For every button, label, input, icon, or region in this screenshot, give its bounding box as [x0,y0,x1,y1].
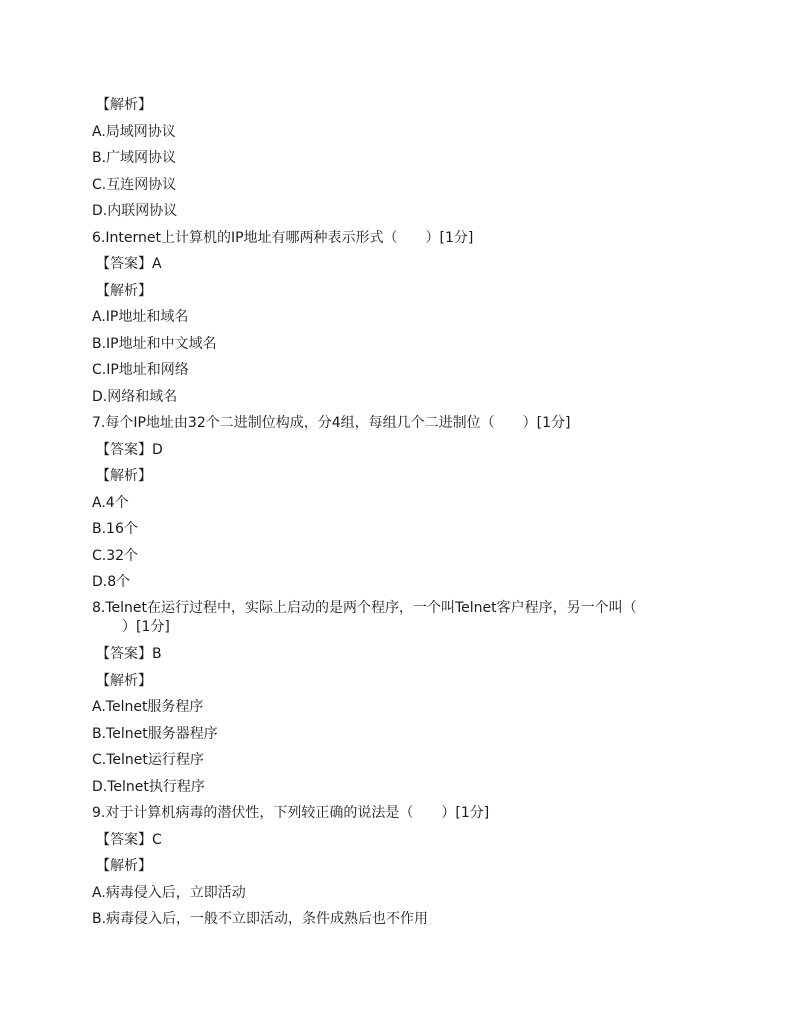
document-content [92,92,712,933]
analysis-label: 【解析】 [96,97,152,113]
option-a: A.局域网协议 [92,123,176,140]
question-8-text: 8.Telnet在运行过程中，实际上启动的是两个程序，一个叫Telnet客户程序，另一个叫（ [92,600,637,616]
option-d: D.内联网协议 [92,203,178,219]
analysis-label: 【解析】 [96,468,152,484]
answer-label: 【答案】B [96,646,162,662]
option-d: D.网络和域名 [92,388,178,405]
option-a: A.4个 [92,494,129,511]
option-d: D.Telnet执行程序 [92,778,205,795]
analysis-label: 【解析】 [96,858,152,874]
option-c: C.IP地址和网络 [92,362,189,378]
question-6: 6.Internet上计算机的IP地址有哪两种表示形式（ ）[1分] [92,229,474,246]
option-b: B.16个 [92,521,138,537]
analysis-label: 【解析】 [96,282,152,299]
question-8 [92,596,712,642]
option-b: B.IP地址和中文域名 [92,335,217,352]
option-b: B.病毒侵入后，一般不立即活动，条件成熟后也不作用 [92,911,429,927]
option-c: C.32个 [92,547,139,564]
analysis-label: 【解析】 [96,672,152,689]
question-7: 7.每个IP地址由32个二进制位构成，分4组，每组几个二进制位（ ）[1分] [92,415,571,431]
answer-label: 【答案】A [96,256,162,272]
option-a: A.Telnet服务程序 [92,699,204,715]
question-9: 9.对于计算机病毒的潜伏性，下列较正确的说法是（ ）[1分] [92,805,490,821]
answer-label: 【答案】D [96,441,163,458]
option-d: D.8个 [92,574,131,590]
option-a: A.IP地址和域名 [92,309,189,325]
option-b: B.广域网协议 [92,150,177,166]
answer-label: 【答案】C [96,831,162,848]
option-c: C.Telnet运行程序 [92,752,204,768]
option-c: C.互连网协议 [92,176,177,193]
option-a: A.病毒侵入后，立即活动 [92,884,246,901]
question-8-continuation: ）[1分] [122,619,170,635]
option-b: B.Telnet服务器程序 [92,725,218,742]
